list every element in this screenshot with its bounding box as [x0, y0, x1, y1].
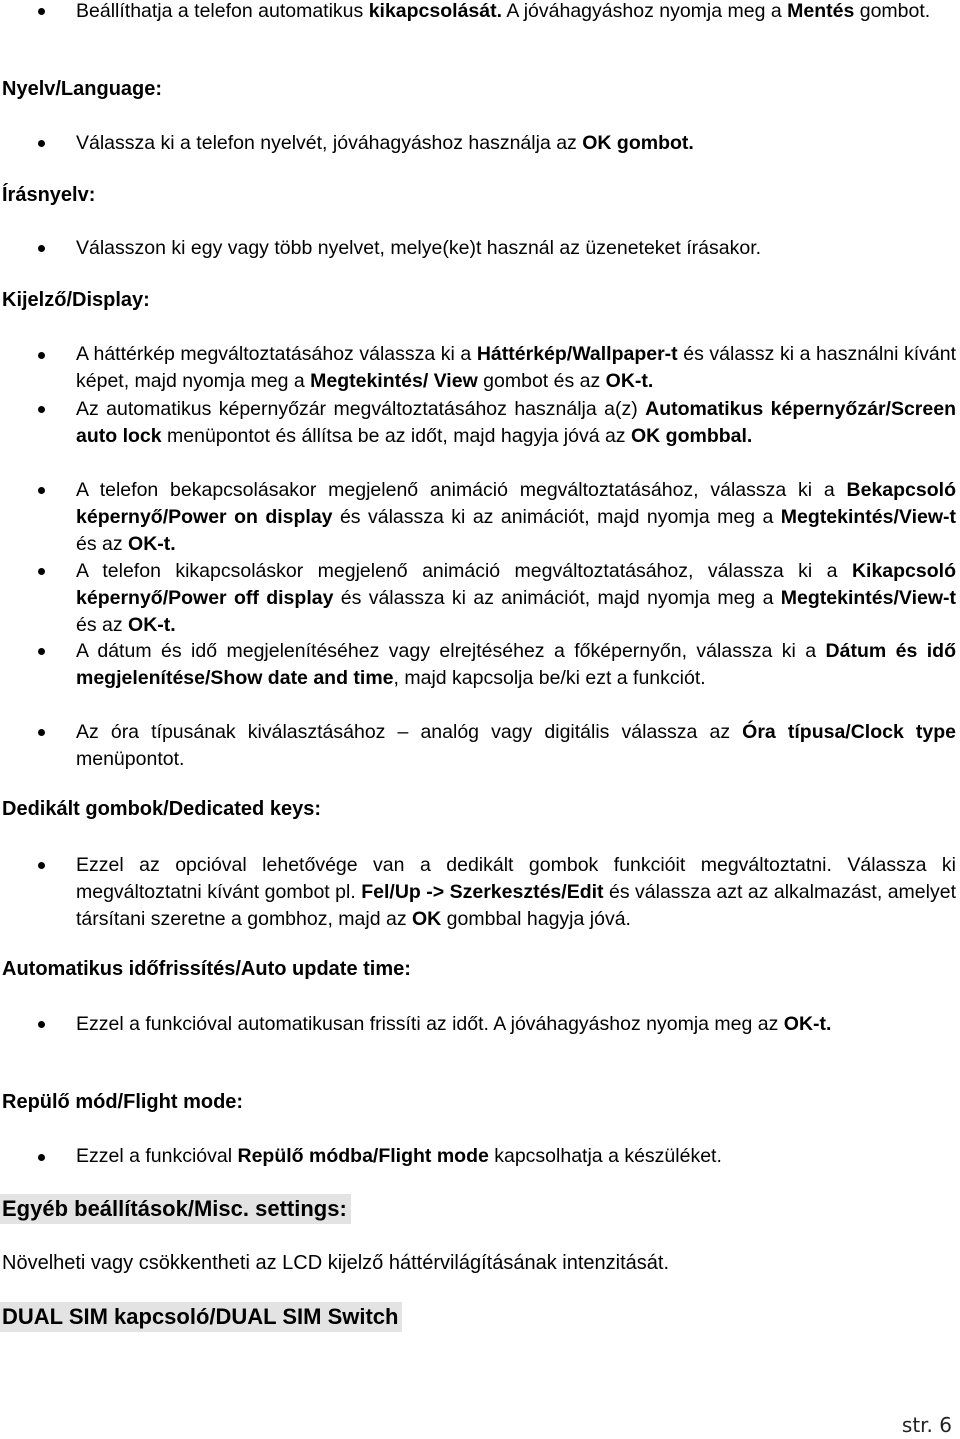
bullet-dot: [38, 487, 45, 494]
input-language-heading: Írásnyelv:: [2, 184, 96, 206]
bullet-dot: [38, 245, 45, 252]
dual-sim-heading: DUAL SIM kapcsoló/DUAL SIM Switch: [0, 1302, 402, 1332]
screen-lock-bullet: Az automatikus képernyőzár megváltoztatásához használja a(z) Automatikus képernyőzár/Screen auto lock menüpontot és állítsa be az időt, majd hagyja jóvá az OK gombbal.: [76, 398, 956, 447]
bullet-dot: [38, 568, 45, 575]
bullet-dot: [38, 8, 45, 15]
input-language-bullet: Válasszon ki egy vagy több nyelvet, melye(ke)t használ az üzeneteket írásakor.: [76, 237, 762, 259]
flight-mode-heading: Repülő mód/Flight mode:: [2, 1091, 244, 1113]
dedicated-keys-heading: Dedikált gombok/Dedicated keys:: [2, 798, 321, 820]
bullet-dot: [38, 406, 45, 413]
language-heading: Nyelv/Language:: [2, 78, 163, 100]
bullet-dot: [38, 1021, 45, 1028]
power-on-bullet: A telefon bekapcsolásakor megjelenő animáció megváltoztatásához, válassza ki a Bekapcsoló képernyő/Power on display és válassza ki az animációt, majd nyomja meg a Megtekintés/View-t és az OK-t.: [76, 479, 956, 555]
date-time-bullet: A dátum és idő megjelenítéséhez vagy elrejtéséhez a főképernyőn, válassza ki a Dátum és idő megjelenítése/Show date and time, majd kapcsolja be/ki ezt a funkciót.: [76, 640, 957, 689]
bullet-dot: [38, 140, 45, 147]
bullet-dot: [38, 862, 45, 869]
auto-off-bullet: Beállíthatja a telefon automatikus kikapcsolását. A jóváhagyáshoz nyomja meg a Mentés gombot.: [76, 0, 931, 22]
misc-settings-heading: Egyéb beállítások/Misc. settings:: [0, 1194, 351, 1224]
page-number: str. 6: [901, 1413, 952, 1437]
flight-mode-bullet: Ezzel a funkcióval Repülő módba/Flight mode kapcsolhatja a készüléket.: [76, 1145, 722, 1167]
power-off-bullet: A telefon kikapcsoláskor megjelenő animáció megváltoztatásához, válassza ki a Kikapcsoló képernyő/Power off display és válassza ki az animációt, majd nyomja meg a Megtekintés/View-t és az OK-t.: [76, 560, 956, 636]
language-bullet: Válassza ki a telefon nyelvét, jóváhagyáshoz használja az OK gombot.: [76, 132, 694, 154]
wallpaper-bullet: A háttérkép megváltoztatásához válassza ki a Háttérkép/Wallpaper-t és válassz ki a használni kívánt képet, majd nyomja meg a Megtekintés/ View gombot és az OK-t.: [76, 343, 956, 392]
bullet-dot: [38, 729, 45, 736]
clock-type-bullet: Az óra típusának kiválasztásához – analóg vagy digitális válassza az Óra típusa/Clock type menüpontot.: [76, 721, 956, 770]
bullet-dot: [38, 1154, 45, 1161]
dedicated-keys-bullet: Ezzel az opcióval lehetővége van a dedikált gombok funkcióit megváltoztatni. Válassza ki megváltoztatni kívánt gombot pl. Fel/Up -> Szerkesztés/Edit és válassza azt az alkalmazást, amelyet társítani szeretne a gombhoz, majd az OK gombbal hagyja jóvá.: [76, 854, 956, 930]
auto-update-bullet: Ezzel a funkcióval automatikusan frissíti az időt. A jóváhagyáshoz nyomja meg az OK-t.: [76, 1013, 832, 1035]
auto-update-heading: Automatikus időfrissítés/Auto update time:: [2, 958, 411, 980]
misc-settings-text: Növelheti vagy csökkentheti az LCD kijelző háttérvilágításának intenzitását.: [2, 1252, 670, 1274]
display-heading: Kijelző/Display:: [2, 289, 150, 311]
bullet-dot: [38, 648, 45, 655]
bullet-dot: [38, 352, 45, 359]
